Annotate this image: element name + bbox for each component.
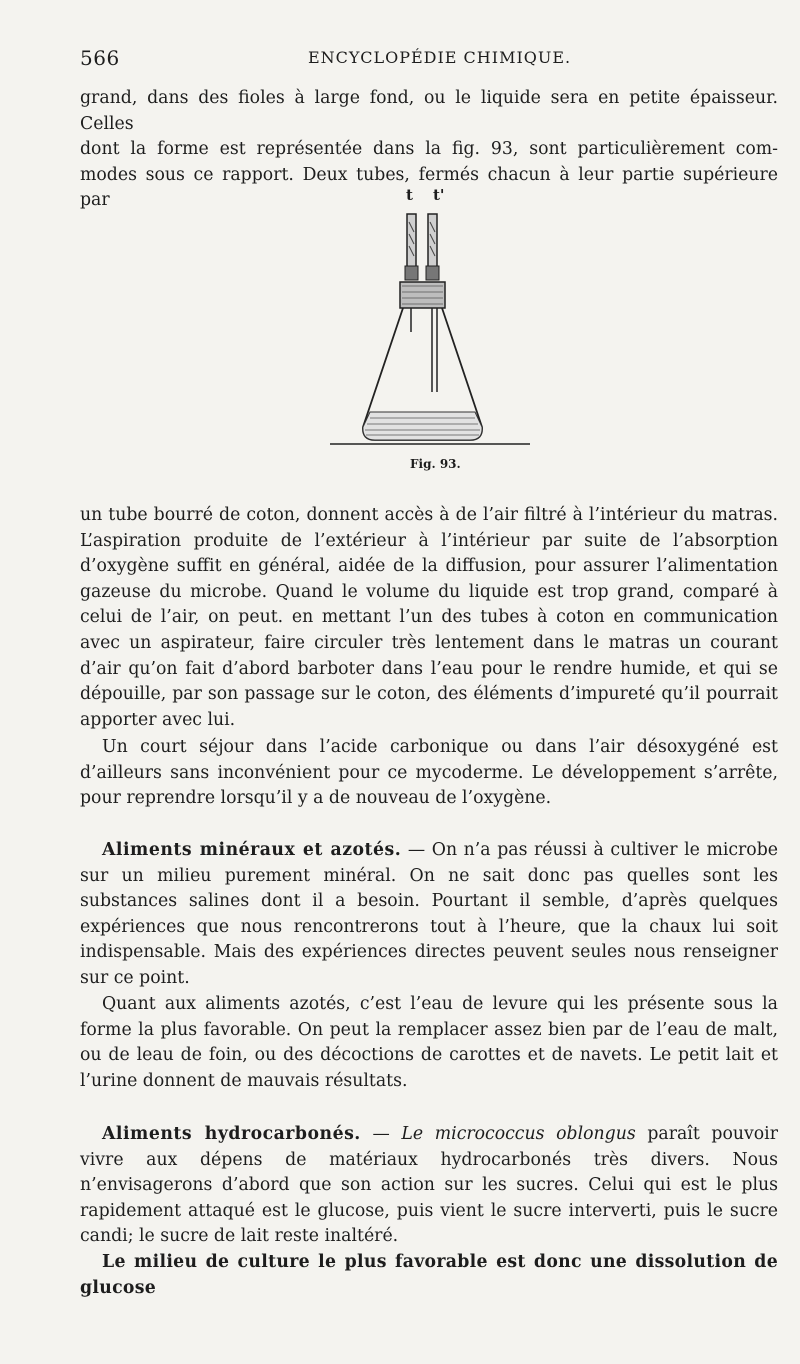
short-stay-paragraph [80,735,778,812]
figure-93-flask [300,182,540,482]
last-line-text: Le milieu de culture le plus favorable est donc une dissolution de glucose [80,1252,778,1298]
intro-line: grand, dans des fioles à large fond, ou le liquide sera en petite épaisseur. Celles [80,88,778,134]
hydrocarbon-section [80,1122,778,1250]
intro-line: dont la forme est représentée dans la fig. 93, sont particulièrement com- [80,139,778,160]
section-paragraph [80,1122,778,1250]
aeration-paragraph [80,503,778,733]
flask-illustration [300,182,540,462]
paragraph-text: — On n’a pas réussi à cultiver le microbe sur un milieu purement minéral. On ne sait donc pas quelles sont les substances salines dont il a besoin. Pourtant il semble, d’après quelques expériences que nous rencontrerons tout à l’heure, que la chaux lui soit indispensable. Mais des expériences directes peuvent seules nous renseigner sur ce point. [80,840,778,988]
paragraph-text: un tube bourré de coton, donnent accès à de l’air filtré à l’intérieur du matras. L’aspiration produite de l’extérieur à l’intérieur par suite de l’absorption d’oxygène suffit en général, aidée de la diffusion, pour assurer l’alimentation gazeuse du microbe. Quand le volume du liquide est trop grand, comparé à celui de l’air, on peut. en mettant l’un des tubes à coton en communication avec un aspirateur, faire circuler très lentement dans le matras un courant d’air qu’on fait d’abord barboter dans l’eau pour le rendre humide, et qui se dépouille, par son passage sur le coton, des éléments d’impureté qu’il pourrait apporter avec lui. [80,505,778,730]
species-name: Le micrococcus oblongus [401,1124,636,1144]
section-heading-mineraux: Aliments minéraux et azotés. [102,840,402,860]
tube-label-t: t [406,186,413,204]
figure-caption: Fig. 93. [410,457,461,471]
paragraph-text: Quant aux aliments azotés, c’est l’eau de levure qui les présente sous la forme la plus favorable. On peut la remplacer assez bien par de l’eau de malt, ou de leau de foin, ou des décoctions de carottes et de navets. Le petit lait et l’urine donnent de mauvais résultats. [80,994,778,1091]
running-title: ENCYCLOPÉDIE CHIMIQUE. [308,48,572,67]
page-number: 566 [80,46,120,70]
mineral-section [80,838,778,992]
paragraph-text: paraît pouvoir vivre aux dépens de matériaux hydrocarbonés très divers. Nous n’envisagerons d’abord que son action sur les sucres. Celui qui est le plus rapidement attaqué est le glucose, puis vient le sucre interverti, puis le sucre candi; le sucre de lait reste inaltéré. [80,1124,778,1247]
tube-label-t-prime: t' [433,186,445,204]
section-heading-hydrocarbones: Aliments hydrocarbonés. [102,1124,361,1144]
paragraph-text: Un court séjour dans l’acide carbonique ou dans l’air désoxygéné est d’ailleurs sans inconvénient pour ce mycoderme. Le développement s’arrête, pour reprendre lorsqu’il y a de nouveau de l’oxygène. [80,737,778,809]
heading-dash: — [360,1124,402,1144]
nitrogen-paragraph [80,992,778,1094]
intro-line: modes sous ce rapport. Deux tubes, fermés chacun à leur partie supérieure par [80,164,778,211]
section-paragraph [80,838,778,992]
closing-line [80,1250,778,1301]
